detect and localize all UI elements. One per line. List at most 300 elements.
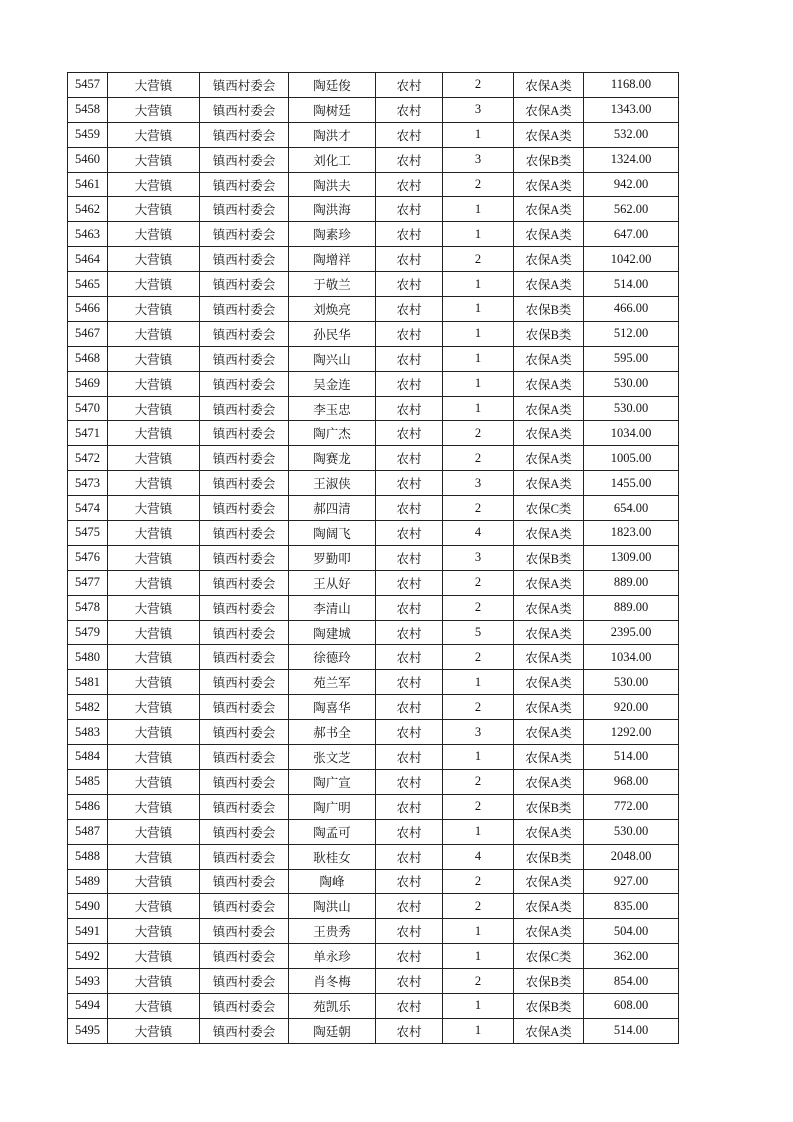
name-cell: 孙民华 [289, 321, 376, 346]
household-size-cell: 3 [443, 97, 514, 122]
household-size-cell: 1 [443, 993, 514, 1018]
household-size-cell: 3 [443, 720, 514, 745]
town-cell: 大营镇 [108, 371, 200, 396]
area-type-cell: 农村 [376, 844, 443, 869]
row-number-cell: 5470 [68, 396, 108, 421]
village-committee-cell: 镇西村委会 [200, 720, 289, 745]
table-body [68, 73, 679, 1044]
village-committee-cell: 镇西村委会 [200, 521, 289, 546]
table-row [68, 944, 679, 969]
insurance-category-cell: 农保A类 [514, 371, 584, 396]
amount-cell: 514.00 [584, 745, 679, 770]
village-committee-cell: 镇西村委会 [200, 97, 289, 122]
household-size-cell: 5 [443, 620, 514, 645]
row-number-cell: 5486 [68, 794, 108, 819]
name-cell: 苑兰军 [289, 670, 376, 695]
name-cell: 单永珍 [289, 944, 376, 969]
name-cell: 陶树廷 [289, 97, 376, 122]
table-row [68, 670, 679, 695]
amount-cell: 514.00 [584, 1018, 679, 1043]
table-row [68, 570, 679, 595]
amount-cell: 532.00 [584, 122, 679, 147]
area-type-cell: 农村 [376, 944, 443, 969]
table-row [68, 321, 679, 346]
amount-cell: 562.00 [584, 197, 679, 222]
table-row [68, 297, 679, 322]
town-cell: 大营镇 [108, 969, 200, 994]
area-type-cell: 农村 [376, 272, 443, 297]
village-committee-cell: 镇西村委会 [200, 1018, 289, 1043]
area-type-cell: 农村 [376, 73, 443, 98]
amount-cell: 1005.00 [584, 446, 679, 471]
area-type-cell: 农村 [376, 695, 443, 720]
table-row [68, 371, 679, 396]
insurance-category-cell: 农保C类 [514, 944, 584, 969]
household-size-cell: 2 [443, 894, 514, 919]
insurance-category-cell: 农保B类 [514, 794, 584, 819]
row-number-cell: 5492 [68, 944, 108, 969]
row-number-cell: 5458 [68, 97, 108, 122]
household-size-cell: 1 [443, 396, 514, 421]
table-row [68, 147, 679, 172]
table-row [68, 396, 679, 421]
table-row [68, 844, 679, 869]
row-number-cell: 5478 [68, 595, 108, 620]
town-cell: 大营镇 [108, 297, 200, 322]
amount-cell: 889.00 [584, 570, 679, 595]
area-type-cell: 农村 [376, 769, 443, 794]
insurance-category-cell: 农保A类 [514, 521, 584, 546]
insurance-category-cell: 农保A类 [514, 471, 584, 496]
area-type-cell: 农村 [376, 346, 443, 371]
amount-cell: 854.00 [584, 969, 679, 994]
name-cell: 陶阔飞 [289, 521, 376, 546]
row-number-cell: 5457 [68, 73, 108, 98]
insurance-category-cell: 农保A类 [514, 769, 584, 794]
insurance-category-cell: 农保A类 [514, 396, 584, 421]
row-number-cell: 5495 [68, 1018, 108, 1043]
town-cell: 大营镇 [108, 521, 200, 546]
insurance-category-cell: 农保A类 [514, 595, 584, 620]
row-number-cell: 5483 [68, 720, 108, 745]
village-committee-cell: 镇西村委会 [200, 570, 289, 595]
table-row [68, 247, 679, 272]
insurance-category-cell: 农保A类 [514, 919, 584, 944]
town-cell: 大营镇 [108, 172, 200, 197]
row-number-cell: 5484 [68, 745, 108, 770]
table-row [68, 471, 679, 496]
row-number-cell: 5465 [68, 272, 108, 297]
town-cell: 大营镇 [108, 197, 200, 222]
village-committee-cell: 镇西村委会 [200, 346, 289, 371]
village-committee-cell: 镇西村委会 [200, 695, 289, 720]
amount-cell: 1309.00 [584, 545, 679, 570]
village-committee-cell: 镇西村委会 [200, 147, 289, 172]
amount-cell: 1823.00 [584, 521, 679, 546]
name-cell: 耿桂女 [289, 844, 376, 869]
area-type-cell: 农村 [376, 122, 443, 147]
row-number-cell: 5485 [68, 769, 108, 794]
area-type-cell: 农村 [376, 471, 443, 496]
table-row [68, 969, 679, 994]
household-size-cell: 1 [443, 745, 514, 770]
area-type-cell: 农村 [376, 819, 443, 844]
table-row [68, 869, 679, 894]
table-row [68, 819, 679, 844]
village-committee-cell: 镇西村委会 [200, 919, 289, 944]
village-committee-cell: 镇西村委会 [200, 969, 289, 994]
table-row [68, 73, 679, 98]
household-size-cell: 3 [443, 471, 514, 496]
village-committee-cell: 镇西村委会 [200, 172, 289, 197]
amount-cell: 920.00 [584, 695, 679, 720]
insurance-category-cell: 农保A类 [514, 570, 584, 595]
row-number-cell: 5493 [68, 969, 108, 994]
area-type-cell: 农村 [376, 496, 443, 521]
town-cell: 大营镇 [108, 321, 200, 346]
village-committee-cell: 镇西村委会 [200, 745, 289, 770]
insurance-category-cell: 农保A类 [514, 97, 584, 122]
household-size-cell: 2 [443, 769, 514, 794]
amount-cell: 1455.00 [584, 471, 679, 496]
village-committee-cell: 镇西村委会 [200, 645, 289, 670]
insurance-category-cell: 农保A类 [514, 73, 584, 98]
area-type-cell: 农村 [376, 1018, 443, 1043]
area-type-cell: 农村 [376, 446, 443, 471]
name-cell: 陶建城 [289, 620, 376, 645]
row-number-cell: 5476 [68, 545, 108, 570]
insurance-category-cell: 农保A类 [514, 172, 584, 197]
insurance-category-cell: 农保A类 [514, 745, 584, 770]
village-committee-cell: 镇西村委会 [200, 545, 289, 570]
amount-cell: 530.00 [584, 819, 679, 844]
insurance-category-cell: 农保A类 [514, 819, 584, 844]
name-cell: 陶洪海 [289, 197, 376, 222]
name-cell: 陶洪山 [289, 894, 376, 919]
village-committee-cell: 镇西村委会 [200, 446, 289, 471]
row-number-cell: 5487 [68, 819, 108, 844]
area-type-cell: 农村 [376, 993, 443, 1018]
insurance-category-cell: 农保A类 [514, 122, 584, 147]
amount-cell: 654.00 [584, 496, 679, 521]
amount-cell: 1343.00 [584, 97, 679, 122]
village-committee-cell: 镇西村委会 [200, 197, 289, 222]
household-size-cell: 1 [443, 944, 514, 969]
insurance-category-cell: 农保A类 [514, 720, 584, 745]
insurance-category-cell: 农保B类 [514, 297, 584, 322]
name-cell: 陶广明 [289, 794, 376, 819]
household-size-cell: 2 [443, 794, 514, 819]
insurance-category-cell: 农保B类 [514, 545, 584, 570]
town-cell: 大营镇 [108, 695, 200, 720]
area-type-cell: 农村 [376, 545, 443, 570]
town-cell: 大营镇 [108, 670, 200, 695]
row-number-cell: 5482 [68, 695, 108, 720]
town-cell: 大营镇 [108, 147, 200, 172]
name-cell: 陶广宣 [289, 769, 376, 794]
table-row [68, 496, 679, 521]
insurance-category-cell: 农保A类 [514, 247, 584, 272]
row-number-cell: 5480 [68, 645, 108, 670]
household-size-cell: 1 [443, 1018, 514, 1043]
name-cell: 陶兴山 [289, 346, 376, 371]
table-row [68, 197, 679, 222]
amount-cell: 2395.00 [584, 620, 679, 645]
village-committee-cell: 镇西村委会 [200, 396, 289, 421]
amount-cell: 608.00 [584, 993, 679, 1018]
table-row [68, 919, 679, 944]
amount-cell: 835.00 [584, 894, 679, 919]
area-type-cell: 农村 [376, 745, 443, 770]
amount-cell: 889.00 [584, 595, 679, 620]
area-type-cell: 农村 [376, 869, 443, 894]
amount-cell: 1034.00 [584, 645, 679, 670]
row-number-cell: 5489 [68, 869, 108, 894]
row-number-cell: 5472 [68, 446, 108, 471]
area-type-cell: 农村 [376, 521, 443, 546]
row-number-cell: 5481 [68, 670, 108, 695]
insurance-category-cell: 农保A类 [514, 695, 584, 720]
table-row [68, 421, 679, 446]
name-cell: 苑凯乐 [289, 993, 376, 1018]
household-size-cell: 2 [443, 969, 514, 994]
household-size-cell: 2 [443, 172, 514, 197]
village-committee-cell: 镇西村委会 [200, 272, 289, 297]
town-cell: 大营镇 [108, 446, 200, 471]
table-row [68, 745, 679, 770]
name-cell: 陶洪才 [289, 122, 376, 147]
row-number-cell: 5464 [68, 247, 108, 272]
amount-cell: 1324.00 [584, 147, 679, 172]
town-cell: 大营镇 [108, 396, 200, 421]
insurance-category-cell: 农保A类 [514, 446, 584, 471]
area-type-cell: 农村 [376, 645, 443, 670]
name-cell: 陶素珍 [289, 222, 376, 247]
insurance-category-cell: 农保B类 [514, 321, 584, 346]
row-number-cell: 5462 [68, 197, 108, 222]
amount-cell: 595.00 [584, 346, 679, 371]
area-type-cell: 农村 [376, 919, 443, 944]
village-committee-cell: 镇西村委会 [200, 819, 289, 844]
table-row [68, 446, 679, 471]
amount-cell: 530.00 [584, 396, 679, 421]
table-row [68, 545, 679, 570]
row-number-cell: 5469 [68, 371, 108, 396]
household-size-cell: 1 [443, 819, 514, 844]
table-row [68, 97, 679, 122]
town-cell: 大营镇 [108, 595, 200, 620]
area-type-cell: 农村 [376, 570, 443, 595]
village-committee-cell: 镇西村委会 [200, 794, 289, 819]
town-cell: 大营镇 [108, 247, 200, 272]
household-size-cell: 3 [443, 545, 514, 570]
row-number-cell: 5488 [68, 844, 108, 869]
town-cell: 大营镇 [108, 122, 200, 147]
household-size-cell: 2 [443, 247, 514, 272]
town-cell: 大营镇 [108, 471, 200, 496]
town-cell: 大营镇 [108, 496, 200, 521]
household-size-cell: 2 [443, 446, 514, 471]
insurance-category-cell: 农保A类 [514, 197, 584, 222]
town-cell: 大营镇 [108, 346, 200, 371]
household-size-cell: 2 [443, 496, 514, 521]
amount-cell: 927.00 [584, 869, 679, 894]
town-cell: 大营镇 [108, 570, 200, 595]
name-cell: 陶赛龙 [289, 446, 376, 471]
area-type-cell: 农村 [376, 247, 443, 272]
amount-cell: 530.00 [584, 670, 679, 695]
household-size-cell: 2 [443, 695, 514, 720]
table-row [68, 521, 679, 546]
area-type-cell: 农村 [376, 222, 443, 247]
name-cell: 陶孟可 [289, 819, 376, 844]
household-size-cell: 1 [443, 122, 514, 147]
row-number-cell: 5461 [68, 172, 108, 197]
village-committee-cell: 镇西村委会 [200, 670, 289, 695]
amount-cell: 466.00 [584, 297, 679, 322]
table-row [68, 222, 679, 247]
amount-cell: 512.00 [584, 321, 679, 346]
name-cell: 陶廷朝 [289, 1018, 376, 1043]
row-number-cell: 5468 [68, 346, 108, 371]
row-number-cell: 5479 [68, 620, 108, 645]
insurance-category-cell: 农保A类 [514, 421, 584, 446]
row-number-cell: 5460 [68, 147, 108, 172]
insurance-category-cell: 农保B类 [514, 993, 584, 1018]
amount-cell: 2048.00 [584, 844, 679, 869]
amount-cell: 942.00 [584, 172, 679, 197]
town-cell: 大营镇 [108, 272, 200, 297]
table-row [68, 620, 679, 645]
name-cell: 王贵秀 [289, 919, 376, 944]
name-cell: 徐德玲 [289, 645, 376, 670]
town-cell: 大营镇 [108, 869, 200, 894]
name-cell: 肖冬梅 [289, 969, 376, 994]
area-type-cell: 农村 [376, 172, 443, 197]
name-cell: 陶增祥 [289, 247, 376, 272]
area-type-cell: 农村 [376, 197, 443, 222]
household-size-cell: 1 [443, 346, 514, 371]
row-number-cell: 5490 [68, 894, 108, 919]
town-cell: 大营镇 [108, 1018, 200, 1043]
name-cell: 郝四清 [289, 496, 376, 521]
table-row [68, 794, 679, 819]
amount-cell: 504.00 [584, 919, 679, 944]
amount-cell: 514.00 [584, 272, 679, 297]
insurance-category-cell: 农保A类 [514, 272, 584, 297]
amount-cell: 1168.00 [584, 73, 679, 98]
town-cell: 大营镇 [108, 73, 200, 98]
household-size-cell: 1 [443, 670, 514, 695]
town-cell: 大营镇 [108, 769, 200, 794]
household-size-cell: 4 [443, 844, 514, 869]
household-size-cell: 2 [443, 595, 514, 620]
area-type-cell: 农村 [376, 794, 443, 819]
town-cell: 大营镇 [108, 919, 200, 944]
name-cell: 王淑侠 [289, 471, 376, 496]
village-committee-cell: 镇西村委会 [200, 620, 289, 645]
household-size-cell: 3 [443, 147, 514, 172]
row-number-cell: 5467 [68, 321, 108, 346]
area-type-cell: 农村 [376, 321, 443, 346]
row-number-cell: 5477 [68, 570, 108, 595]
insurance-category-cell: 农保A类 [514, 894, 584, 919]
amount-cell: 647.00 [584, 222, 679, 247]
household-size-cell: 2 [443, 570, 514, 595]
insurance-category-cell: 农保A类 [514, 1018, 584, 1043]
town-cell: 大营镇 [108, 421, 200, 446]
name-cell: 张文芝 [289, 745, 376, 770]
village-committee-cell: 镇西村委会 [200, 421, 289, 446]
village-committee-cell: 镇西村委会 [200, 122, 289, 147]
area-type-cell: 农村 [376, 97, 443, 122]
village-committee-cell: 镇西村委会 [200, 595, 289, 620]
village-committee-cell: 镇西村委会 [200, 247, 289, 272]
area-type-cell: 农村 [376, 894, 443, 919]
village-committee-cell: 镇西村委会 [200, 297, 289, 322]
area-type-cell: 农村 [376, 595, 443, 620]
town-cell: 大营镇 [108, 645, 200, 670]
town-cell: 大营镇 [108, 545, 200, 570]
household-size-cell: 1 [443, 321, 514, 346]
table-row [68, 172, 679, 197]
village-committee-cell: 镇西村委会 [200, 73, 289, 98]
row-number-cell: 5494 [68, 993, 108, 1018]
amount-cell: 968.00 [584, 769, 679, 794]
row-number-cell: 5474 [68, 496, 108, 521]
village-committee-cell: 镇西村委会 [200, 371, 289, 396]
town-cell: 大营镇 [108, 620, 200, 645]
amount-cell: 772.00 [584, 794, 679, 819]
name-cell: 于敬兰 [289, 272, 376, 297]
name-cell: 刘焕亮 [289, 297, 376, 322]
name-cell: 郝书全 [289, 720, 376, 745]
table-row [68, 272, 679, 297]
insurance-category-cell: 农保A类 [514, 670, 584, 695]
insurance-category-cell: 农保A类 [514, 869, 584, 894]
household-size-cell: 1 [443, 297, 514, 322]
name-cell: 李清山 [289, 595, 376, 620]
row-number-cell: 5463 [68, 222, 108, 247]
town-cell: 大营镇 [108, 894, 200, 919]
name-cell: 陶广杰 [289, 421, 376, 446]
area-type-cell: 农村 [376, 147, 443, 172]
town-cell: 大营镇 [108, 819, 200, 844]
row-number-cell: 5473 [68, 471, 108, 496]
household-size-cell: 4 [443, 521, 514, 546]
name-cell: 陶洪夫 [289, 172, 376, 197]
household-size-cell: 1 [443, 222, 514, 247]
table-row [68, 695, 679, 720]
name-cell: 陶廷俊 [289, 73, 376, 98]
insurance-category-cell: 农保A类 [514, 620, 584, 645]
town-cell: 大营镇 [108, 97, 200, 122]
table-row [68, 1018, 679, 1043]
table-row [68, 346, 679, 371]
insurance-category-cell: 农保C类 [514, 496, 584, 521]
area-type-cell: 农村 [376, 371, 443, 396]
amount-cell: 1292.00 [584, 720, 679, 745]
area-type-cell: 农村 [376, 720, 443, 745]
insurance-category-cell: 农保B类 [514, 147, 584, 172]
household-size-cell: 2 [443, 645, 514, 670]
row-number-cell: 5459 [68, 122, 108, 147]
household-size-cell: 1 [443, 371, 514, 396]
table-row [68, 993, 679, 1018]
row-number-cell: 5491 [68, 919, 108, 944]
area-type-cell: 农村 [376, 421, 443, 446]
household-size-cell: 1 [443, 197, 514, 222]
